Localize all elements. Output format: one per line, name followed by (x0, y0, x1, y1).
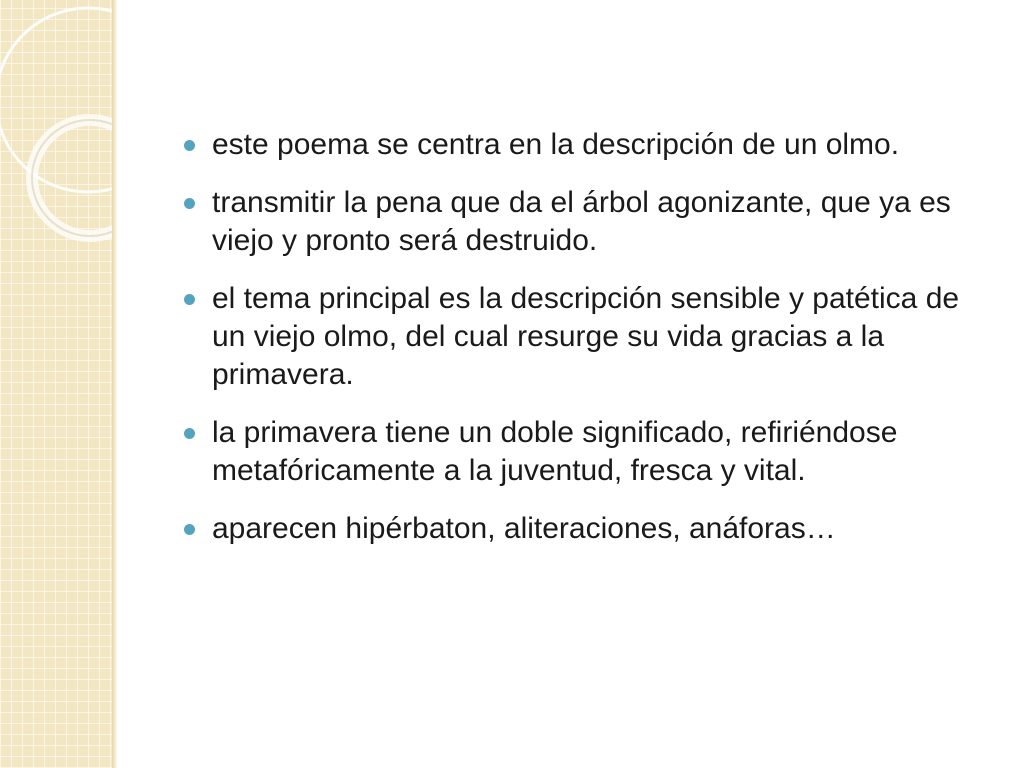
bullet-text: el tema principal es la descripción sensible y patética de un viejo olmo, del cual resurge su vida gracias a la primavera. (212, 282, 960, 391)
bullet-dot-icon (184, 524, 195, 535)
bullet-item (184, 184, 974, 260)
bullet-dot-icon (184, 140, 195, 151)
bullet-dot-icon (184, 198, 195, 209)
bullet-item (184, 414, 974, 490)
bullet-item (184, 126, 974, 164)
slide-content (184, 126, 974, 568)
bullet-list (184, 126, 974, 548)
decorative-rings (0, 0, 112, 768)
decorative-side-panel (0, 0, 112, 768)
bullet-text: este poema se centra en la descripción de un olmo. (212, 128, 900, 161)
bullet-dot-icon (184, 428, 195, 439)
side-panel-edge (112, 0, 118, 768)
bullet-text: aparecen hipérbaton, aliteraciones, anáforas… (212, 512, 836, 545)
bullet-item (184, 510, 974, 548)
bullet-text: la primavera tiene un doble significado, refiriéndose metafóricamente a la juventud, fresca y vital. (212, 416, 898, 487)
bullet-text: transmitir la pena que da el árbol agonizante, que ya es viejo y pronto será destruido. (212, 186, 951, 257)
bullet-dot-icon (184, 294, 195, 305)
large-ring (0, 8, 112, 192)
small-ring (32, 120, 112, 236)
bullet-item (184, 280, 974, 394)
